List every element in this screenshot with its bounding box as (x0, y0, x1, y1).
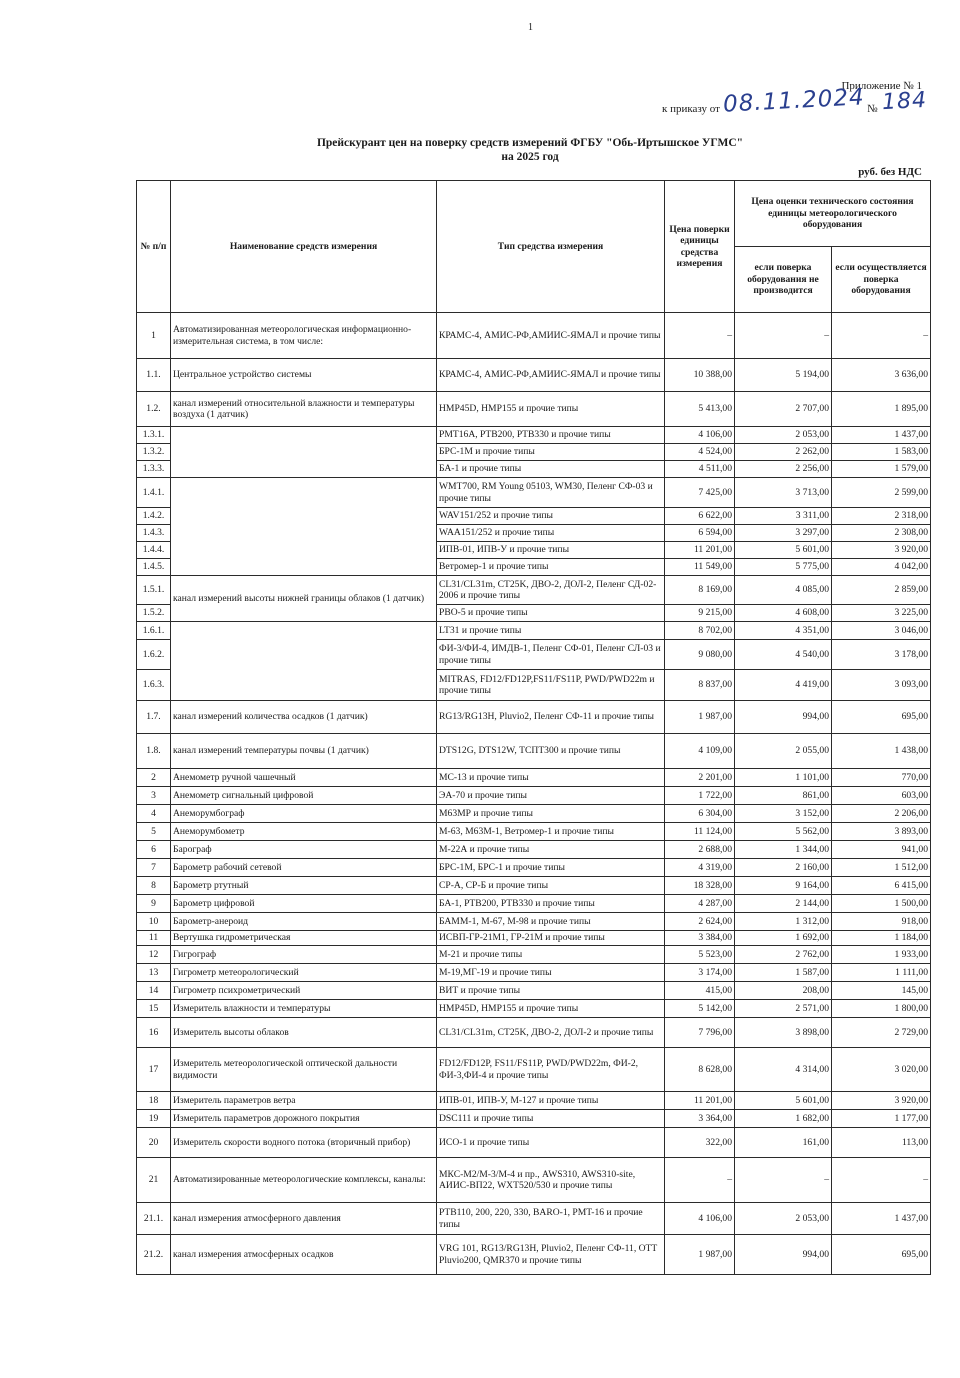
tech-price-no-verification: 1 101,00 (735, 769, 832, 787)
instrument-name: Анемометр ручной чашечный (171, 769, 437, 787)
instrument-type: СР-А, СР-Б и прочие типы (437, 877, 665, 895)
row-number: 20 (137, 1128, 171, 1158)
instrument-name: Измеритель параметров дорожного покрытия (171, 1110, 437, 1128)
table-row (137, 895, 931, 913)
header-name: Наименование средств измерения (171, 181, 437, 313)
row-number: 1 (137, 313, 171, 359)
verification-price: 3 364,00 (665, 1110, 735, 1128)
instrument-type: Ветромер-1 и прочие типы (437, 559, 665, 576)
tech-price-with-verification: 1 800,00 (832, 1000, 931, 1018)
tech-price-with-verification: 2 599,00 (832, 478, 931, 508)
instrument-name: Автоматизированные метеорологические комплексы, каналы: (171, 1158, 437, 1203)
row-number: 2 (137, 769, 171, 787)
tech-price-with-verification: 695,00 (832, 701, 931, 734)
appendix-label: Приложение № 1 (841, 80, 922, 92)
verification-price: 2 624,00 (665, 913, 735, 931)
instrument-name: Гигрометр психрометрический (171, 982, 437, 1000)
table-row (137, 1018, 931, 1048)
header-num: № п/п (137, 181, 171, 313)
verification-price: 415,00 (665, 982, 735, 1000)
verification-price: 4 319,00 (665, 859, 735, 877)
instrument-type: БРС-1М и прочие типы (437, 444, 665, 461)
tech-price-with-verification: 3 178,00 (832, 640, 931, 670)
verification-price: 1 987,00 (665, 701, 735, 734)
tech-price-no-verification: 994,00 (735, 1235, 832, 1275)
instrument-name: Барограф (171, 841, 437, 859)
tech-price-no-verification: 5 562,00 (735, 823, 832, 841)
row-number: 13 (137, 964, 171, 982)
tech-price-with-verification: 603,00 (832, 787, 931, 805)
row-number: 1.1. (137, 359, 171, 392)
verification-price: 4 511,00 (665, 461, 735, 478)
instrument-name: Центральное устройство системы (171, 359, 437, 392)
table-row (137, 1128, 931, 1158)
row-number: 1.4.3. (137, 525, 171, 542)
verification-price: 4 109,00 (665, 734, 735, 769)
table-row (137, 478, 931, 508)
tech-price-with-verification: 770,00 (832, 769, 931, 787)
tech-price-no-verification: 994,00 (735, 701, 832, 734)
table-row (137, 877, 931, 895)
row-number: 15 (137, 1000, 171, 1018)
row-number: 1.8. (137, 734, 171, 769)
row-number: 17 (137, 1048, 171, 1092)
verification-price: 5 142,00 (665, 1000, 735, 1018)
verification-price: 9 080,00 (665, 640, 735, 670)
instrument-name: Вертушка гидрометрическая (171, 931, 437, 946)
header-type: Тип средства измерения (437, 181, 665, 313)
row-number: 1.3.2. (137, 444, 171, 461)
instrument-type: RG13/RG13H, Pluvio2, Пеленг СФ-11 и прочие типы (437, 701, 665, 734)
tech-price-with-verification: 3 893,00 (832, 823, 931, 841)
verification-price: 11 549,00 (665, 559, 735, 576)
tech-price-with-verification: 4 042,00 (832, 559, 931, 576)
verification-price: 2 688,00 (665, 841, 735, 859)
tech-price-no-verification: 5 775,00 (735, 559, 832, 576)
verification-price: – (665, 313, 735, 359)
tech-price-no-verification: 1 682,00 (735, 1110, 832, 1128)
row-number: 1.5.2. (137, 605, 171, 622)
table-row (137, 1110, 931, 1128)
instrument-name: Барометр-анероид (171, 913, 437, 931)
table-row (137, 392, 931, 427)
tech-price-no-verification: 2 256,00 (735, 461, 832, 478)
tech-price-with-verification: 1 579,00 (832, 461, 931, 478)
instrument-type: PTB110, 200, 220, 330, BARO-1, PMT-16 и прочие типы (437, 1203, 665, 1235)
order-number-label: № (867, 103, 878, 115)
tech-price-with-verification: 3 225,00 (832, 605, 931, 622)
table-row (137, 1203, 931, 1235)
verification-price: 3 174,00 (665, 964, 735, 982)
instrument-type: HMP45D, HMP155 и прочие типы (437, 1000, 665, 1018)
table-row (137, 1092, 931, 1110)
verification-price: – (665, 1158, 735, 1203)
table-row (137, 913, 931, 931)
verification-price: 8 837,00 (665, 670, 735, 701)
tech-price-with-verification: 1 438,00 (832, 734, 931, 769)
row-number: 1.2. (137, 392, 171, 427)
tech-price-with-verification: 941,00 (832, 841, 931, 859)
table-row (137, 1048, 931, 1092)
instrument-name: Измеритель скорости водного потока (вторичный прибор) (171, 1128, 437, 1158)
instrument-type: DTS12G, DTS12W, ТСПТ300 и прочие типы (437, 734, 665, 769)
row-number: 1.3.3. (137, 461, 171, 478)
instrument-type: CL31/CL31m, CT25K, ДВО-2, ДОЛ-2 и прочие типы (437, 1018, 665, 1048)
instrument-type: БРС-1М, БРС-1 и прочие типы (437, 859, 665, 877)
instrument-type: HMP45D, HMP155 и прочие типы (437, 392, 665, 427)
tech-price-no-verification: 1 692,00 (735, 931, 832, 946)
tech-price-no-verification: 9 164,00 (735, 877, 832, 895)
table-row (137, 841, 931, 859)
instrument-type: MITRAS, FD12/FD12P,FS11/FS11P, PWD/PWD22m и прочие типы (437, 670, 665, 701)
table-row (137, 931, 931, 946)
verification-price: 6 594,00 (665, 525, 735, 542)
verification-price: 9 215,00 (665, 605, 735, 622)
tech-price-no-verification: – (735, 1158, 832, 1203)
tech-price-with-verification: 1 184,00 (832, 931, 931, 946)
table-row (137, 946, 931, 964)
verification-price: 6 622,00 (665, 508, 735, 525)
instrument-type: WAA151/252 и прочие типы (437, 525, 665, 542)
table-row (137, 1235, 931, 1275)
tech-price-with-verification: 3 920,00 (832, 542, 931, 559)
table-row (137, 734, 931, 769)
row-number: 1.4.4. (137, 542, 171, 559)
verification-price: 11 201,00 (665, 542, 735, 559)
instrument-type: ИСО-1 и прочие типы (437, 1128, 665, 1158)
table-row (137, 701, 931, 734)
tech-price-with-verification: 1 933,00 (832, 946, 931, 964)
document-title (0, 136, 960, 164)
instrument-type: КРАМС-4, АМИС-РФ,АМИИС-ЯМАЛ и прочие типы (437, 359, 665, 392)
instrument-name: Гигрометр метеорологический (171, 964, 437, 982)
table-header-row (137, 181, 931, 247)
instrument-type: РВО-5 и прочие типы (437, 605, 665, 622)
verification-price: 11 124,00 (665, 823, 735, 841)
tech-price-no-verification: 2 144,00 (735, 895, 832, 913)
table-row (137, 787, 931, 805)
table-row (137, 427, 931, 444)
instrument-name (171, 478, 437, 576)
instrument-name: Барометр ртутный (171, 877, 437, 895)
tech-price-no-verification: 4 351,00 (735, 622, 832, 640)
table-row (137, 359, 931, 392)
instrument-name: Измеритель параметров ветра (171, 1092, 437, 1110)
tech-price-with-verification: 1 437,00 (832, 427, 931, 444)
tech-price-no-verification: 4 608,00 (735, 605, 832, 622)
tech-price-with-verification: 113,00 (832, 1128, 931, 1158)
row-number: 1.7. (137, 701, 171, 734)
verification-price: 1 722,00 (665, 787, 735, 805)
table-row (137, 1158, 931, 1203)
instrument-type: ВИТ и прочие типы (437, 982, 665, 1000)
verification-price: 5 523,00 (665, 946, 735, 964)
tech-price-with-verification: 2 729,00 (832, 1018, 931, 1048)
instrument-name: Измеритель высоты облаков (171, 1018, 437, 1048)
tech-price-no-verification: 1 312,00 (735, 913, 832, 931)
tech-price-no-verification: 5 601,00 (735, 1092, 832, 1110)
table-row (137, 313, 931, 359)
verification-price: 11 201,00 (665, 1092, 735, 1110)
instrument-type: WAV151/252 и прочие типы (437, 508, 665, 525)
verification-price: 1 987,00 (665, 1235, 735, 1275)
instrument-name: канал измерения атмосферного давления (171, 1203, 437, 1235)
verification-price: 7 796,00 (665, 1018, 735, 1048)
price-table (136, 180, 931, 1275)
tech-price-no-verification: 4 314,00 (735, 1048, 832, 1092)
verification-price: 5 413,00 (665, 392, 735, 427)
instrument-name: канал измерения атмосферных осадков (171, 1235, 437, 1275)
instrument-type: VRG 101, RG13/RG13H, Pluvio2, Пеленг СФ-11, OTT Pluvio200, QMR370 и прочие типы (437, 1235, 665, 1275)
verification-price: 4 106,00 (665, 427, 735, 444)
row-number: 4 (137, 805, 171, 823)
verification-price: 2 201,00 (665, 769, 735, 787)
header-tech-no-verification: если поверка оборудования не производится (735, 247, 832, 313)
tech-price-with-verification: 1 500,00 (832, 895, 931, 913)
order-date-handwritten: 08.11.2024 (722, 84, 866, 118)
verification-price: 18 328,00 (665, 877, 735, 895)
tech-price-no-verification: 2 262,00 (735, 444, 832, 461)
instrument-type: LT31 и прочие типы (437, 622, 665, 640)
tech-price-no-verification: 1 587,00 (735, 964, 832, 982)
table-body (137, 313, 931, 1275)
instrument-type: PMT16A, PTB200, PTB330 и прочие типы (437, 427, 665, 444)
tech-price-no-verification: 161,00 (735, 1128, 832, 1158)
tech-price-no-verification: 2 571,00 (735, 1000, 832, 1018)
instrument-type: CL31/CL31m, CT25K, ДВО-2, ДОЛ-2, Пеленг СД-02-2006 и прочие типы (437, 576, 665, 605)
instrument-type: М-22А и прочие типы (437, 841, 665, 859)
verification-price: 6 304,00 (665, 805, 735, 823)
instrument-type: М63МР и прочие типы (437, 805, 665, 823)
title-line-1: Прейскурант цен на поверку средств измерений ФГБУ "Обь-Иртышское УГМС" (316, 137, 744, 149)
row-number: 11 (137, 931, 171, 946)
tech-price-no-verification: 208,00 (735, 982, 832, 1000)
instrument-type: FD12/FD12P, FS11/FS11P, PWD/PWD22m, ФИ-2, ФИ-3,ФИ-4 и прочие типы (437, 1048, 665, 1092)
tech-price-no-verification: 2 762,00 (735, 946, 832, 964)
tech-price-with-verification: 3 093,00 (832, 670, 931, 701)
tech-price-with-verification: 1 583,00 (832, 444, 931, 461)
verification-price: 322,00 (665, 1128, 735, 1158)
tech-price-with-verification: 1 177,00 (832, 1110, 931, 1128)
table-row (137, 576, 931, 605)
instrument-name: Барометр рабочий сетевой (171, 859, 437, 877)
verification-price: 4 287,00 (665, 895, 735, 913)
table-row (137, 805, 931, 823)
instrument-type: МКС-М2/М-3/М-4 и пр., AWS310, AWS310-site, АИИС-ВП22, WXT520/530 и прочие типы (437, 1158, 665, 1203)
tech-price-with-verification: 2 318,00 (832, 508, 931, 525)
tech-price-no-verification: 1 344,00 (735, 841, 832, 859)
instrument-type: М-21 и прочие типы (437, 946, 665, 964)
row-number: 12 (137, 946, 171, 964)
tech-price-with-verification: 918,00 (832, 913, 931, 931)
tech-price-no-verification: 3 152,00 (735, 805, 832, 823)
tech-price-no-verification: 3 713,00 (735, 478, 832, 508)
tech-price-no-verification: 3 311,00 (735, 508, 832, 525)
row-number: 1.4.1. (137, 478, 171, 508)
table-row (137, 823, 931, 841)
instrument-type: КРАМС-4, АМИС-РФ,АМИИС-ЯМАЛ и прочие типы (437, 313, 665, 359)
instrument-type: ИПВ-01, ИПВ-У и прочие типы (437, 542, 665, 559)
tech-price-with-verification: 1 895,00 (832, 392, 931, 427)
tech-price-with-verification: 1 111,00 (832, 964, 931, 982)
title-line-2: на 2025 год (501, 151, 559, 163)
instrument-name: канал измерений высоты нижней границы облаков (1 датчик) (171, 576, 437, 622)
instrument-type: БАММ-1, М-67, М-98 и прочие типы (437, 913, 665, 931)
header-price: Цена поверки единицы средства измерения (665, 181, 735, 313)
order-number-handwritten: 184 (881, 87, 929, 116)
table-row (137, 859, 931, 877)
instrument-name (171, 427, 437, 478)
instrument-type: БА-1, PTB200, PTB330 и прочие типы (437, 895, 665, 913)
tech-price-with-verification: 1 437,00 (832, 1203, 931, 1235)
instrument-name: Гигрограф (171, 946, 437, 964)
tech-price-with-verification: – (832, 313, 931, 359)
row-number: 9 (137, 895, 171, 913)
row-number: 3 (137, 787, 171, 805)
table-row (137, 964, 931, 982)
tech-price-no-verification: – (735, 313, 832, 359)
tech-price-no-verification: 4 085,00 (735, 576, 832, 605)
tech-price-with-verification: 3 046,00 (832, 622, 931, 640)
row-number: 19 (137, 1110, 171, 1128)
instrument-type: DSC111 и прочие типы (437, 1110, 665, 1128)
instrument-type: ИСВП-ГР-21М1, ГР-21М и прочие типы (437, 931, 665, 946)
verification-price: 10 388,00 (665, 359, 735, 392)
tech-price-no-verification: 2 053,00 (735, 427, 832, 444)
instrument-name: канал измерений количества осадков (1 датчик) (171, 701, 437, 734)
tech-price-with-verification: 1 512,00 (832, 859, 931, 877)
tech-price-no-verification: 4 419,00 (735, 670, 832, 701)
table-row (137, 1000, 931, 1018)
instrument-name: канал измерений температуры почвы (1 датчик) (171, 734, 437, 769)
instrument-name: Анемометр сигнальный цифровой (171, 787, 437, 805)
instrument-name: Измеритель метеорологической оптической дальности видимости (171, 1048, 437, 1092)
verification-price: 4 106,00 (665, 1203, 735, 1235)
row-number: 8 (137, 877, 171, 895)
instrument-type: ЭА-70 и прочие типы (437, 787, 665, 805)
order-prefix: к приказу от (662, 103, 720, 115)
currency-note: руб. без НДС (858, 166, 922, 178)
tech-price-with-verification: 2 308,00 (832, 525, 931, 542)
row-number: 21.2. (137, 1235, 171, 1275)
page-number: 1 (528, 22, 533, 33)
tech-price-with-verification: 2 859,00 (832, 576, 931, 605)
verification-price: 8 628,00 (665, 1048, 735, 1092)
row-number: 21.1. (137, 1203, 171, 1235)
instrument-name: Анеморумбограф (171, 805, 437, 823)
tech-price-with-verification: 145,00 (832, 982, 931, 1000)
row-number: 1.6.2. (137, 640, 171, 670)
table-row (137, 769, 931, 787)
tech-price-no-verification: 3 898,00 (735, 1018, 832, 1048)
tech-price-no-verification: 3 297,00 (735, 525, 832, 542)
instrument-name (171, 622, 437, 701)
row-number: 1.4.2. (137, 508, 171, 525)
verification-price: 3 384,00 (665, 931, 735, 946)
header-tech-with-verification: если осуществляется поверка оборудования (832, 247, 931, 313)
tech-price-no-verification: 2 707,00 (735, 392, 832, 427)
tech-price-with-verification: – (832, 1158, 931, 1203)
tech-price-no-verification: 2 160,00 (735, 859, 832, 877)
row-number: 1.4.5. (137, 559, 171, 576)
verification-price: 4 524,00 (665, 444, 735, 461)
tech-price-with-verification: 2 206,00 (832, 805, 931, 823)
tech-price-with-verification: 3 920,00 (832, 1092, 931, 1110)
table-row (137, 622, 931, 640)
tech-price-with-verification: 695,00 (832, 1235, 931, 1275)
row-number: 1.6.1. (137, 622, 171, 640)
instrument-type: ФИ-3/ФИ-4, ИМДВ-1, Пеленг СФ-01, Пеленг СЛ-03 и прочие типы (437, 640, 665, 670)
verification-price: 8 169,00 (665, 576, 735, 605)
instrument-name: Автоматизированная метеорологическая информационно-измерительная система, в том числе: (171, 313, 437, 359)
instrument-name: канал измерений относительной влажности и температуры воздуха (1 датчик) (171, 392, 437, 427)
row-number: 18 (137, 1092, 171, 1110)
row-number: 21 (137, 1158, 171, 1203)
row-number: 1.5.1. (137, 576, 171, 605)
instrument-type: ИПВ-01, ИПВ-У, М-127 и прочие типы (437, 1092, 665, 1110)
tech-price-no-verification: 4 540,00 (735, 640, 832, 670)
tech-price-with-verification: 3 020,00 (832, 1048, 931, 1092)
instrument-type: М-19,МГ-19 и прочие типы (437, 964, 665, 982)
tech-price-no-verification: 861,00 (735, 787, 832, 805)
instrument-name: Барометр цифровой (171, 895, 437, 913)
tech-price-no-verification: 5 194,00 (735, 359, 832, 392)
instrument-type: БА-1 и прочие типы (437, 461, 665, 478)
tech-price-with-verification: 3 636,00 (832, 359, 931, 392)
row-number: 5 (137, 823, 171, 841)
tech-price-with-verification: 6 415,00 (832, 877, 931, 895)
instrument-type: WMT700, RM Young 05103, WM30, Пеленг СФ-03 и прочие типы (437, 478, 665, 508)
verification-price: 8 702,00 (665, 622, 735, 640)
row-number: 6 (137, 841, 171, 859)
header-tech-group: Цена оценки технического состояния единицы метеорологического оборудования (735, 181, 931, 247)
instrument-name: Анеморумбометр (171, 823, 437, 841)
row-number: 16 (137, 1018, 171, 1048)
row-number: 1.3.1. (137, 427, 171, 444)
row-number: 7 (137, 859, 171, 877)
row-number: 10 (137, 913, 171, 931)
tech-price-no-verification: 2 053,00 (735, 1203, 832, 1235)
table-row (137, 982, 931, 1000)
tech-price-no-verification: 5 601,00 (735, 542, 832, 559)
instrument-type: М-63, М63М-1, Ветромер-1 и прочие типы (437, 823, 665, 841)
tech-price-no-verification: 2 055,00 (735, 734, 832, 769)
instrument-type: МС-13 и прочие типы (437, 769, 665, 787)
verification-price: 7 425,00 (665, 478, 735, 508)
row-number: 14 (137, 982, 171, 1000)
row-number: 1.6.3. (137, 670, 171, 701)
instrument-name: Измеритель влажности и температуры (171, 1000, 437, 1018)
